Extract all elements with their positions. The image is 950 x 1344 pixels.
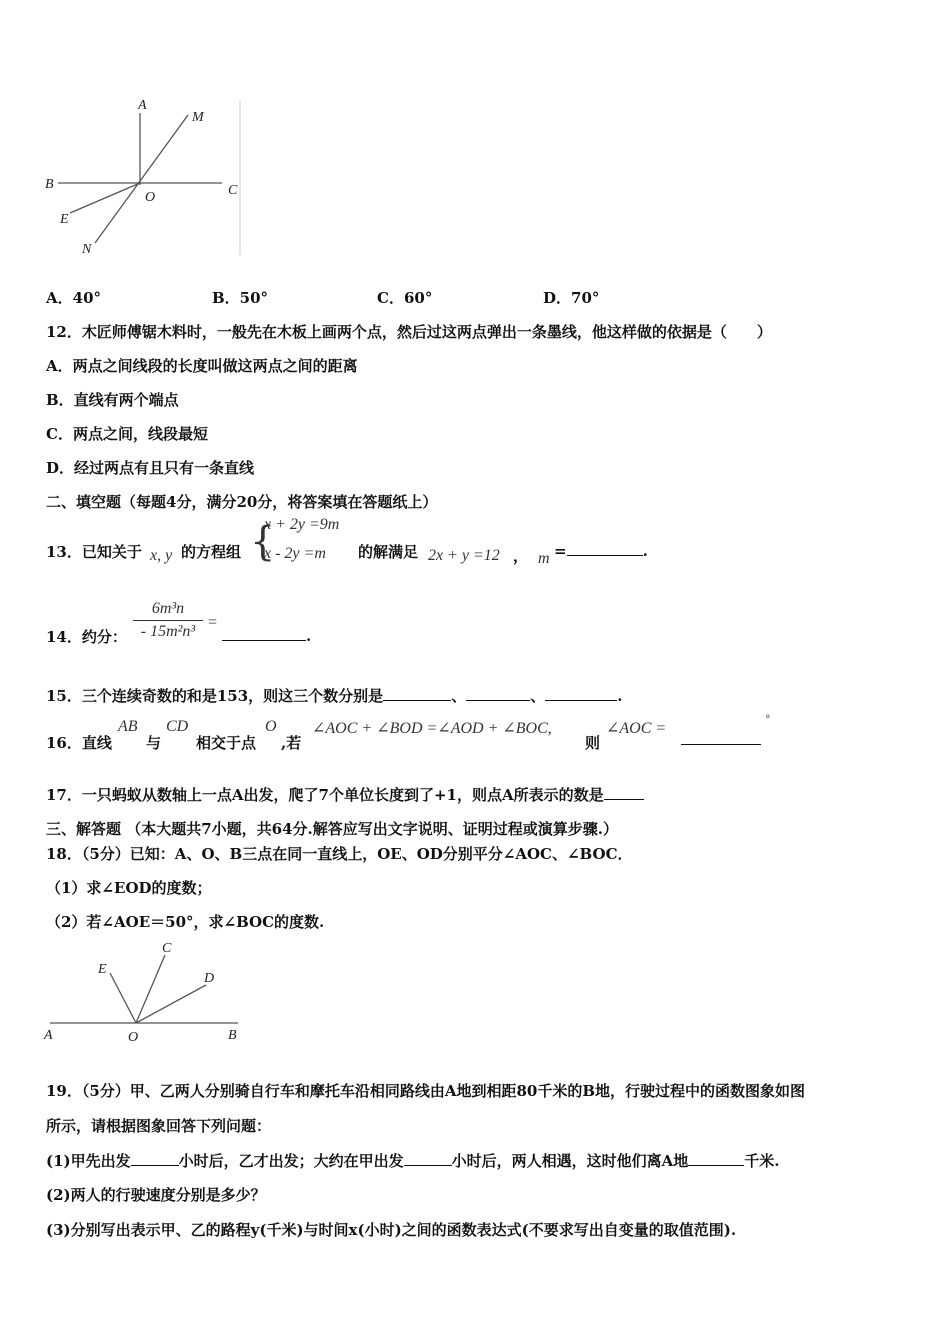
label-a: A xyxy=(44,1028,53,1043)
label-b: B xyxy=(45,177,54,192)
q12-option-d: D．经过两点有且只有一条直线 xyxy=(46,459,255,477)
figure-angle-bisectors xyxy=(40,935,250,1050)
q19-line-1: 19．（5分）甲、乙两人分别骑自行车和摩托车沿相同路线由A地到相距80千米的B地，行驶过程中的函数图象如图 xyxy=(46,1082,806,1100)
q19-part-3: (3)分别写出表示甲、乙的路程y(千米)与时间x(小时)之间的函数表达式(不要求写出自变量的取值范围). xyxy=(46,1221,737,1239)
q14-answer xyxy=(222,626,311,645)
q17-blank xyxy=(604,785,644,800)
q16-cd: CD xyxy=(166,718,189,735)
q14-prefix: 14．约分： xyxy=(46,628,127,646)
q16-aoc: ∠AOC = xyxy=(606,720,667,737)
q11-choice-a: A．40° xyxy=(46,289,102,307)
q18-part-2: （2）若∠AOE＝50°，求∠BOC的度数. xyxy=(46,913,325,931)
q16-ab: AB xyxy=(118,718,138,735)
q11-choice-b: B．50° xyxy=(212,289,269,307)
q13-comma: ， xyxy=(513,547,529,565)
q17-text: 17．一只蚂蚁从数轴上一点A出发，爬了7个单位长度到了+1，则点A所表示的数是 xyxy=(46,786,604,804)
label-a: A xyxy=(138,98,147,113)
q12-option-c: C．两点之间，线段最短 xyxy=(46,425,208,443)
line-mn xyxy=(95,115,188,243)
q19-part-2: (2)两人的行驶速度分别是多少？ xyxy=(46,1186,266,1204)
ray-oe xyxy=(110,973,136,1023)
q13-cond: 的解满足 xyxy=(358,543,419,561)
section-3-heading: 三、解答题 （本大题共7小题，共64分.解答应写出文字说明、证明过程或演算步骤.） xyxy=(46,820,618,838)
q16-jiao: 相交于点 xyxy=(196,734,257,752)
q15-text: 15．三个连续奇数的和是153，则这三个数分别是 xyxy=(46,687,384,705)
q15-blank-1 xyxy=(383,686,451,701)
q13-prefix: 13．已知关于 xyxy=(46,543,142,561)
q19-blank-2 xyxy=(404,1151,452,1166)
q14-numerator: 6m³n xyxy=(133,600,203,621)
q14-denominator: - 15m²n³ xyxy=(140,623,196,640)
q15-end: . xyxy=(617,687,623,705)
label-m: M xyxy=(192,110,204,125)
q14-fraction xyxy=(133,600,203,641)
q15-blank-3 xyxy=(545,686,617,701)
q18-part-1: （1）求∠EOD的度数； xyxy=(46,879,212,897)
ray-od xyxy=(136,985,206,1023)
q17 xyxy=(46,784,644,805)
q13-answer xyxy=(554,541,648,560)
line-oe xyxy=(70,183,140,213)
q16-yu: 与 xyxy=(146,734,162,752)
q14-equals: = xyxy=(207,614,218,631)
q19-p1d: 千米. xyxy=(744,1152,780,1170)
label-c: C xyxy=(162,941,172,956)
q13-mid: 的方程组 xyxy=(181,543,242,561)
q19-p1a: (1)甲先出发 xyxy=(46,1152,131,1170)
q19-blank-3 xyxy=(688,1151,744,1166)
q14-end: . xyxy=(306,627,312,645)
q11-choice-d: D．70° xyxy=(543,289,600,307)
q16-ruo: ,若 xyxy=(281,734,302,752)
section-2-heading: 二、填空题（每题4分，满分20分，将答案填在答题纸上） xyxy=(46,493,438,511)
label-b: B xyxy=(228,1028,237,1043)
q11-choice-c: C．60° xyxy=(377,289,433,307)
label-o: O xyxy=(145,190,156,205)
q16-degree: ° xyxy=(765,713,771,726)
q13-vars: x, y xyxy=(150,547,173,564)
q13-blank xyxy=(567,541,643,556)
q16-prefix: 16．直线 xyxy=(46,734,112,752)
ray-oc xyxy=(136,955,165,1023)
q13-brace: { xyxy=(250,519,276,565)
q15-sep-2: 、 xyxy=(530,687,546,705)
q19-line-2: 所示，请根据图象回答下列问题： xyxy=(46,1117,272,1135)
q19-p1b: 小时后，乙才出发；大约在甲出发 xyxy=(178,1152,404,1170)
q16-o: O xyxy=(265,718,277,735)
q12-option-b: B．直线有两个端点 xyxy=(46,391,179,409)
q15-sep-1: 、 xyxy=(451,687,467,705)
label-d: D xyxy=(204,971,215,986)
label-e: E xyxy=(60,212,69,227)
q16-equation: ∠AOC + ∠BOD =∠AOD + ∠BOC, xyxy=(312,720,552,737)
q19-part-1 xyxy=(46,1150,780,1171)
label-c: C xyxy=(228,183,238,198)
q13-end: . xyxy=(642,542,648,560)
label-e: E xyxy=(98,962,107,977)
q12-stem: 12．木匠师傅锯木料时，一般先在木板上画两个点，然后过这两点弹出一条墨线，他这样做的依据是（ ） xyxy=(46,323,772,341)
q13-eq2: x - 2y =m xyxy=(264,545,326,562)
q16-blank xyxy=(681,730,761,745)
q13-eq1: x + 2y =9m xyxy=(264,516,340,533)
label-o: O xyxy=(128,1030,139,1045)
q18-stem: 18．（5分）已知：A、O、B三点在同一直线上，OE、OD分别平分∠AOC、∠BOC． xyxy=(46,845,633,863)
q15 xyxy=(46,685,622,706)
q13-m: m xyxy=(538,550,550,567)
figure-intersecting-lines xyxy=(40,95,250,260)
q14-blank xyxy=(222,626,306,641)
q19-p1c: 小时后，两人相遇，这时他们离A地 xyxy=(451,1152,689,1170)
label-n: N xyxy=(82,242,92,257)
q12-option-a: A．两点之间线段的长度叫做这两点之间的距离 xyxy=(46,357,358,375)
q13-equals: = xyxy=(554,542,567,560)
q15-blank-2 xyxy=(466,686,530,701)
q19-blank-1 xyxy=(131,1151,179,1166)
q13-eq3: 2x + y =12 xyxy=(428,547,500,564)
q16-ze: 则 xyxy=(585,734,601,752)
